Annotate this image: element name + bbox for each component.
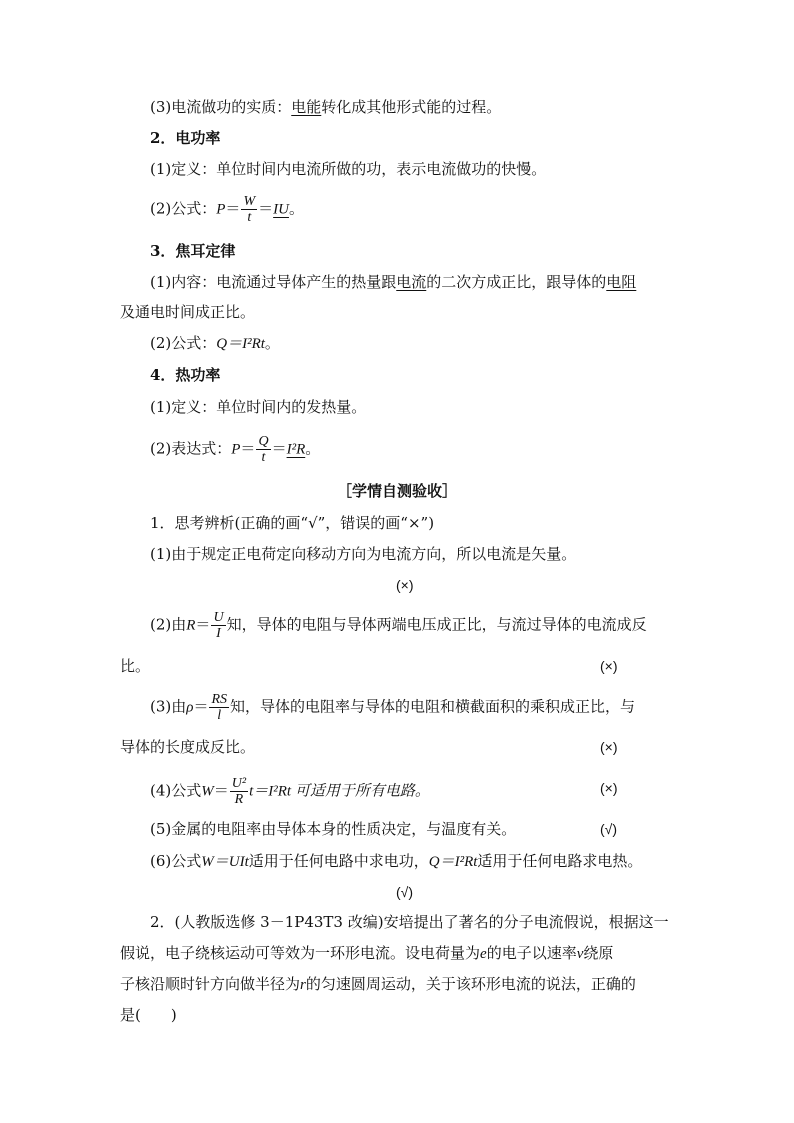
heading-thermal-power: 4．热功率 bbox=[150, 366, 221, 384]
text: ＝ bbox=[213, 781, 229, 800]
statement-2-mark: (×) bbox=[600, 658, 618, 674]
question-2-line-4: 是( ) bbox=[120, 1006, 177, 1024]
symbol: e bbox=[480, 946, 487, 962]
text: (2)公式： bbox=[150, 199, 217, 218]
numerator: RS bbox=[211, 692, 228, 707]
text: 的电子以速率 bbox=[486, 944, 577, 962]
fraction bbox=[241, 194, 257, 225]
text: ＝ bbox=[193, 697, 209, 716]
statement-6 bbox=[150, 850, 642, 873]
symbol: P bbox=[216, 201, 226, 218]
text: 知，导体的电阻率与导体的电阻和横截面积的乘积成正比，与 bbox=[230, 697, 636, 716]
statement-5-mark: (√) bbox=[600, 821, 618, 837]
statement-2 bbox=[150, 610, 647, 641]
fraction bbox=[230, 776, 248, 807]
question-2-line-2 bbox=[120, 942, 613, 965]
underlined-answer: 电流 bbox=[396, 273, 427, 291]
symbol: ρ bbox=[186, 699, 194, 716]
section-banner: ［学情自测验收］ bbox=[336, 483, 457, 500]
symbol: R bbox=[186, 617, 196, 634]
text: (6)公式 bbox=[150, 852, 202, 870]
fraction bbox=[256, 434, 270, 465]
thermal-power-definition: (1)定义：单位时间内的发热量。 bbox=[150, 398, 367, 416]
numerator: Q bbox=[258, 434, 269, 449]
heading-joule-law: 3．焦耳定律 bbox=[150, 242, 236, 260]
text: 。 bbox=[305, 439, 321, 458]
question-1-title: 1．思考辨析(正确的画“√”，错误的画“×”) bbox=[150, 514, 435, 532]
text: 的匀速圆周运动，关于该环形电流的说法，正确的 bbox=[305, 975, 636, 993]
statement-2-cont: 比。 bbox=[120, 657, 151, 675]
symbol: P bbox=[231, 441, 241, 458]
text: (1)内容：电流通过导体产生的热量跟 bbox=[150, 273, 397, 291]
statement-1-mark: (×) bbox=[396, 577, 414, 593]
statement-4-mark: (×) bbox=[600, 780, 618, 796]
text: 转化成其他形式能的过程。 bbox=[321, 98, 502, 116]
denominator: t bbox=[261, 450, 266, 465]
text: ＝ bbox=[195, 615, 211, 634]
denominator: t bbox=[247, 210, 252, 225]
statement-3-mark: (×) bbox=[600, 739, 618, 755]
formula: Q＝I²Rt bbox=[428, 854, 478, 870]
heading-electric-power: 2．电功率 bbox=[150, 129, 221, 147]
text: (3)电流做功的实质： bbox=[150, 98, 292, 116]
statement-3-cont: 导体的长度成反比。 bbox=[120, 738, 256, 756]
item-3-essence bbox=[150, 96, 501, 118]
symbol: v bbox=[576, 946, 584, 962]
text: 知，导体的电阻与导体两端电压成正比，与流过导体的电流成反 bbox=[226, 615, 647, 634]
text: (3)由 bbox=[150, 697, 187, 716]
numerator: W bbox=[243, 194, 256, 209]
formula: Q＝I²Rt bbox=[216, 336, 265, 352]
underlined-answer: 电阻 bbox=[606, 273, 637, 291]
text: 假说，电子绕核运动可等效为一环形电流。设电荷量为 bbox=[120, 944, 481, 962]
underlined-answer: 电能 bbox=[291, 98, 322, 116]
symbol: r bbox=[300, 977, 306, 993]
text: ＝ bbox=[271, 439, 287, 458]
thermal-power-formula bbox=[150, 434, 320, 465]
text: 子核沿顺时针方向做半径为 bbox=[120, 975, 301, 993]
text: (2)由 bbox=[150, 615, 187, 634]
text: ＝ bbox=[258, 199, 274, 218]
denominator: I bbox=[216, 626, 221, 641]
symbol: W bbox=[201, 783, 214, 800]
text: (2)公式： bbox=[150, 334, 217, 352]
formula: W＝UIt bbox=[201, 854, 249, 870]
question-2-line-3 bbox=[120, 973, 636, 996]
text: 绕原 bbox=[583, 944, 614, 962]
text: 。 bbox=[264, 334, 280, 352]
statement-4 bbox=[150, 776, 430, 807]
statement-5: (5)金属的电阻率由导体本身的性质决定，与温度有关。 bbox=[150, 820, 517, 838]
text: (2)表达式： bbox=[150, 439, 232, 458]
denominator: l bbox=[217, 708, 222, 723]
statement-1: (1)由于规定正电荷定向移动方向为电流方向，所以电流是矢量。 bbox=[150, 545, 577, 563]
text: 适用于任何电路中求电功， bbox=[248, 852, 429, 870]
text: 。 bbox=[288, 199, 304, 218]
numerator: U bbox=[213, 610, 224, 625]
fraction bbox=[209, 692, 229, 723]
numerator: U² bbox=[231, 776, 247, 791]
underlined-answer: I²R bbox=[286, 441, 306, 458]
statement-6-mark: (√) bbox=[396, 884, 414, 900]
text: ＝ bbox=[225, 199, 241, 218]
formula-tail: t＝I²Rt 可适用于所有电路。 bbox=[249, 783, 430, 800]
power-formula bbox=[150, 194, 304, 225]
power-definition: (1)定义：单位时间内电流所做的功，表示电流做功的快慢。 bbox=[150, 160, 547, 178]
text: 适用于任何电路求电热。 bbox=[477, 852, 643, 870]
joule-formula bbox=[150, 332, 280, 355]
underlined-answer: IU bbox=[273, 201, 289, 218]
text: 的二次方成正比，跟导体的 bbox=[426, 273, 607, 291]
statement-3 bbox=[150, 692, 635, 723]
denominator: R bbox=[234, 792, 244, 807]
joule-content bbox=[150, 271, 636, 293]
text: ＝ bbox=[240, 439, 256, 458]
fraction bbox=[211, 610, 225, 641]
question-2-line-1: 2．(人教版选修 3－1P43T3 改编)安培提出了著名的分子电流假说，根据这一 bbox=[150, 913, 669, 931]
text: (4)公式 bbox=[150, 781, 202, 800]
joule-content-cont: 及通电时间成正比。 bbox=[120, 303, 256, 321]
